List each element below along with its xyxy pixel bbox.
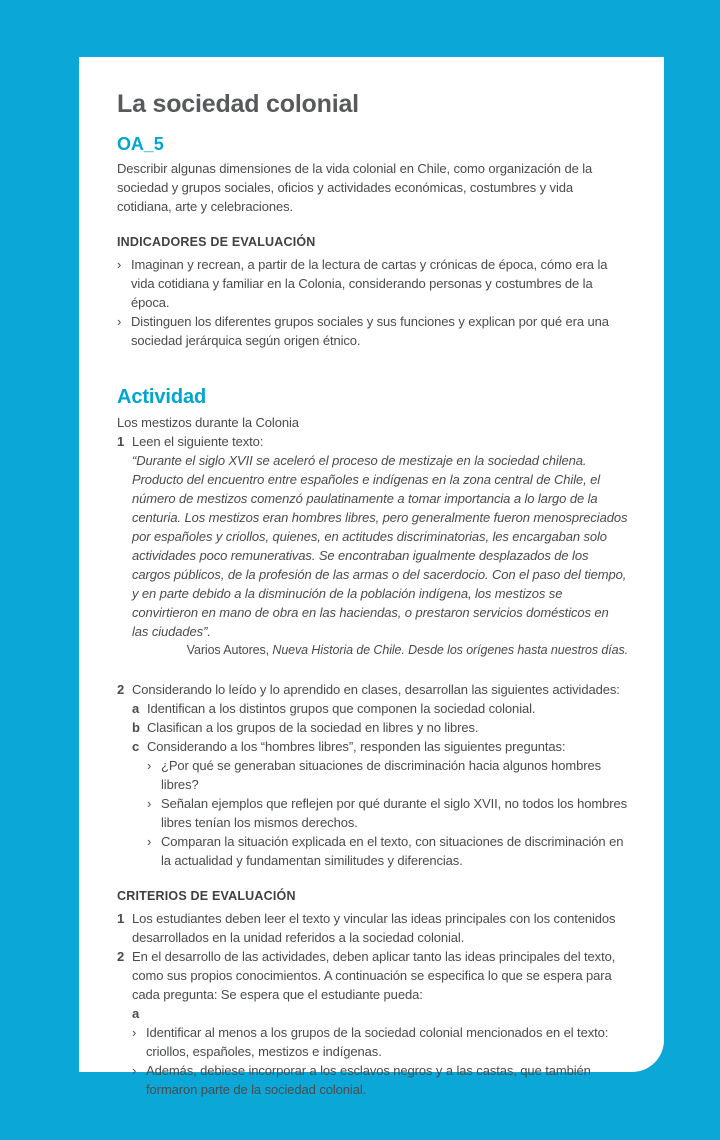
substep-item [132, 718, 628, 737]
criterios-list [117, 909, 628, 1099]
question-item [147, 756, 628, 794]
criterio-number: 1 [117, 911, 125, 926]
substep-letter: b [132, 720, 140, 735]
step-text: Leen el siguiente texto: [132, 434, 264, 449]
step-number: 2 [117, 682, 125, 697]
list-item [117, 312, 628, 350]
indicador-text: Distinguen los diferentes grupos sociales y sus funciones y explican por qué era una sociedad jerárquica según origen étnico. [131, 314, 609, 348]
indicadores-heading: INDICADORES DE EVALUACIÓN [117, 235, 316, 249]
criterio-bullet-text: Además, debiese incorporar a los esclavos negros y a las castas, que también formaron parte de la sociedad colonial. [146, 1063, 591, 1097]
criterio-item [117, 947, 628, 1004]
chevron-bullet: › [132, 1063, 137, 1078]
questions-list [147, 756, 628, 870]
criterios-heading: CRITERIOS DE EVALUACIÓN [117, 889, 296, 903]
actividad-heading: Actividad [117, 386, 207, 408]
criterio-text: En el desarrollo de las actividades, deben aplicar tanto las ideas principales del texto, como sus propios conocimientos. A continuación se especifica lo que se espera para cada pregunta: Se espera que el estudiante pueda: [132, 949, 616, 1002]
actividad-subtitle: Los mestizos durante la Colonia [117, 415, 299, 430]
question-text: Comparan la situación explicada en el texto, con situaciones de discriminación en la actualidad y fundamentan similitudes y diferencias. [161, 834, 624, 868]
question-item [147, 832, 628, 870]
question-text: Señalan ejemplos que reflejen por qué durante el siglo XVII, no todos los hombres libres tenían los mismos derechos. [161, 796, 627, 830]
step-number: 1 [117, 434, 125, 449]
substep-text: Identifican a los distintos grupos que componen la sociedad colonial. [147, 701, 536, 716]
step-text: Considerando lo leído y lo aprendido en clases, desarrollan las siguientes actividades: [132, 682, 620, 697]
chevron-bullet: › [132, 1025, 137, 1040]
worksheet-page [79, 57, 664, 1097]
criterio-item [117, 909, 628, 947]
citation-author: Varios Autores, [186, 643, 273, 657]
citation [117, 641, 628, 660]
criterio-sub-letter: a [132, 1006, 140, 1021]
reading-quote: “Durante el siglo XVII se aceleró el proceso de mestizaje en la sociedad chilena. Producto del encuentro entre españoles e indígenas en la zona central de Chile, el número de mestizos comenzó paulatinamente a tomar importancia a lo largo de la centuria. Los mestizos eran hombres libres, pero generalmente fueron menospreciados por españoles y criollos, quienes, en actitudes discriminatorias, les encargaban solo actividades poco remunerativas. Se encontraban igualmente desplazados de los cargos públicos, de la profesión de las armas o del sacerdocio. Con el paso del tiempo, y en parte debido a la disminución de la población indígena, los mestizos se convirtieron en mano de obra en las haciendas, o prestaron servicios domésticos en las ciudades”. [132, 453, 628, 639]
substep-item [132, 699, 628, 718]
chevron-bullet: › [147, 758, 152, 773]
substep-letter: a [132, 701, 140, 716]
criterio-sub-letter-row [132, 1004, 628, 1023]
oa-heading: OA_5 [117, 134, 164, 154]
citation-source: Nueva Historia de Chile. Desde los orígenes hasta nuestros días. [272, 643, 628, 657]
criterio-number: 2 [117, 949, 125, 964]
substep-text: Considerando a los “hombres libres”, responden las siguientes preguntas: [147, 739, 566, 754]
activity-step [117, 432, 628, 451]
criterio-bullet-text: Identificar al menos a los grupos de la sociedad colonial mencionados en el texto: criollos, españoles, mestizos e indígenas. [146, 1025, 609, 1059]
question-item [147, 794, 628, 832]
chevron-bullet: › [117, 314, 122, 329]
indicadores-list [117, 255, 628, 350]
oa-description: Describir algunas dimensiones de la vida colonial en Chile, como organización de la sociedad y grupos sociales, oficios y actividades económicas, costumbres y vida cotidiana, arte y celebraciones. [117, 161, 593, 214]
list-item [117, 255, 628, 312]
substep-text: Clasifican a los grupos de la sociedad en libres y no libres. [147, 720, 479, 735]
question-text: ¿Por qué se generaban situaciones de discriminación hacia algunos hombres libres? [161, 758, 602, 792]
criterio-bullets [132, 1023, 628, 1099]
substep-letter: c [132, 739, 140, 754]
substeps-list [132, 699, 628, 756]
indicador-text: Imaginan y recrean, a partir de la lectura de cartas y crónicas de época, cómo era la vida cotidiana y familiar en la Colonia, considerando personas y costumbres de la época. [131, 257, 608, 310]
criterio-bullet-item [132, 1061, 628, 1099]
substep-item [132, 737, 628, 756]
page-title: La sociedad colonial [117, 90, 359, 118]
criterio-text: Los estudiantes deben leer el texto y vincular las ideas principales con los contenidos desarrollados en la unidad referidos a la sociedad colonial. [132, 911, 616, 945]
chevron-bullet: › [147, 796, 152, 811]
activity-step [117, 680, 628, 699]
criterio-bullet-item [132, 1023, 628, 1061]
chevron-bullet: › [117, 257, 122, 272]
chevron-bullet: › [147, 834, 152, 849]
